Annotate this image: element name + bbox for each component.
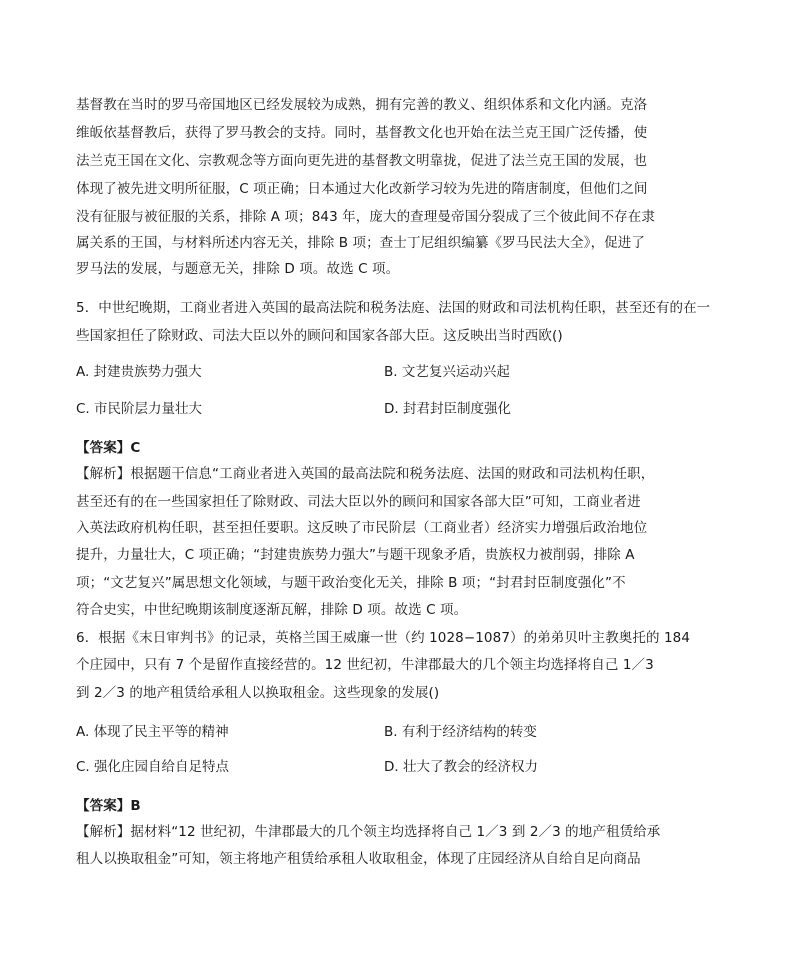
question-5-option-a: A. 封建贵族势力强大 (76, 364, 202, 380)
question-5-stem-line: 些国家担任了除财政、司法大臣以外的顾问和国家各部大臣。这反映出当时西欧() (76, 328, 563, 344)
question-5-analysis-line: 甚至还有的在一些国家担任了除财政、司法大臣以外的顾问和国家各部大臣”可知，工商业者进 (76, 494, 641, 510)
text-line: 罗马法的发展，与题意无关，排除 D 项。故选 C 项。 (76, 261, 400, 277)
question-5-analysis-line: 提升，力量壮大，C 项正确；“封建贵族势力强大”与题干现象矛盾，贵族权力被削弱，排除 A (76, 547, 635, 563)
question-6-stem-line: 6．根据《末日审判书》的记录，英格兰国王威廉一世（约 1028−1087）的弟弟贝叶主教奥托的 184 (76, 630, 691, 646)
question-5-option-c: C. 市民阶层力量壮大 (76, 401, 203, 417)
question-5-answer: 【答案】C (76, 440, 141, 456)
question-5-analysis-line: 项；“文艺复兴”属思想文化领域，与题干政治变化无关，排除 B 项；“封君封臣制度强化”不 (76, 575, 626, 591)
question-6-answer: 【答案】B (76, 798, 141, 814)
question-5-stem-line: 5．中世纪晚期，工商业者进入英国的最高法院和税务法庭、法国的财政和司法机构任职，甚至还有的在一 (76, 300, 711, 316)
question-5-option-b: B. 文艺复兴运动兴起 (384, 364, 510, 380)
question-5-option-d: D. 封君封臣制度强化 (384, 401, 511, 417)
question-5-analysis-line: 入英法政府机构任职，甚至担任要职。这反映了市民阶层（工商业者）经济实力增强后政治地位 (76, 520, 648, 536)
question-6-analysis-line: 【解析】据材料“12 世纪初，牛津郡最大的几个领主均选择将自己 1／3 到 2／3 的地产租赁给承 (76, 824, 661, 840)
question-6-option-c: C. 强化庄园自给自足特点 (76, 759, 230, 775)
text-line: 属关系的王国，与材料所述内容无关，排除 B 项；查士丁尼组织编纂《罗马民法大全》，促进了 (76, 235, 645, 251)
question-6-stem-line: 到 2／3 的地产租赁给承租人以换取租金。这些现象的发展() (76, 685, 440, 701)
question-6-option-b: B. 有利于经济结构的转变 (384, 724, 537, 740)
question-6-stem-line: 个庄园中，只有 7 个是留作直接经营的。12 世纪初，牛津郡最大的几个领主均选择将自己 1／3 (76, 657, 654, 673)
question-6-option-a: A. 体现了民主平等的精神 (76, 724, 229, 740)
text-line: 法兰克王国在文化、宗教观念等方面向更先进的基督教文明靠拢，促进了法兰克王国的发展，也 (76, 153, 648, 169)
question-5-analysis-line: 【解析】根据题干信息“工商业者进入英国的最高法院和税务法庭、法国的财政和司法机构任职， (76, 466, 655, 482)
question-6-analysis-line: 租人以换取租金”可知，领主将地产租赁给承租人收取租金，体现了庄园经济从自给自足向商品 (76, 851, 641, 867)
question-6-option-d: D. 壮大了教会的经济权力 (384, 759, 538, 775)
text-line: 体现了被先进文明所征服，C 项正确；日本通过大化改新学习较为先进的隋唐制度，但他们之间 (76, 181, 648, 197)
question-5-analysis-line: 符合史实，中世纪晚期该制度逐渐瓦解，排除 D 项。故选 C 项。 (76, 602, 468, 618)
text-line: 基督教在当时的罗马帝国地区已经发展较为成熟，拥有完善的教义、组织体系和文化内涵。克洛 (76, 97, 648, 113)
text-line: 维皈依基督教后，获得了罗马教会的支持。同时，基督教文化也开始在法兰克王国广泛传播，使 (76, 125, 648, 141)
text-line: 没有征服与被征服的关系，排除 A 项；843 年，庞大的查理曼帝国分裂成了三个彼此间不存在隶 (76, 209, 655, 225)
